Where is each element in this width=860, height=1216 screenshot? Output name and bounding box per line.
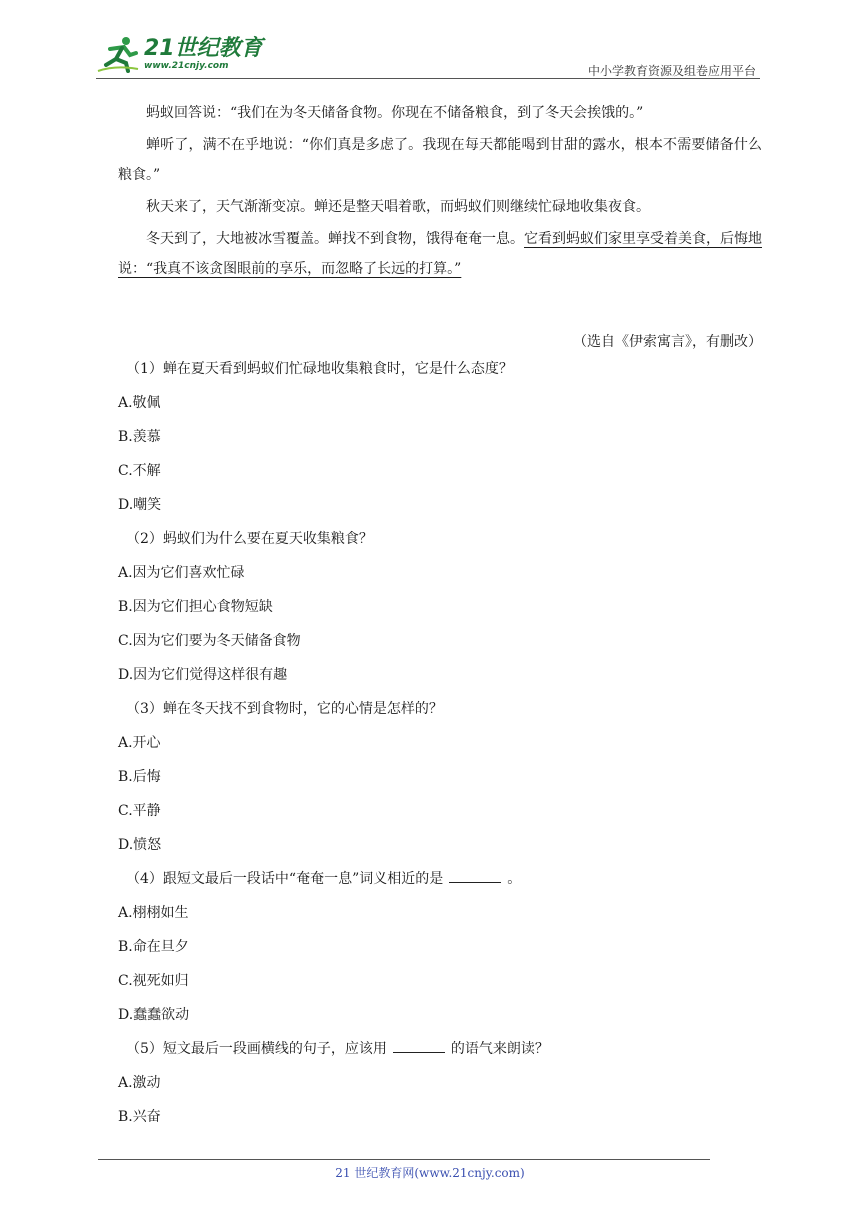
option-b[interactable]: B.命在旦夕 xyxy=(118,939,189,955)
logo-brand: 21世纪教育 xyxy=(144,36,263,61)
logo-url: www.21cnjy.com xyxy=(144,61,229,71)
header-slogan: 中小学教育资源及组卷应用平台 xyxy=(587,64,756,78)
question-5 xyxy=(118,1032,762,1134)
question-3 xyxy=(118,692,762,862)
runner-logo-icon xyxy=(96,35,140,73)
passage-paragraph-3: 秋天来了，天气渐渐变凉。蝉还是整天唱着歌，而蚂蚁们则继续忙碌地收集夜食。 xyxy=(146,199,650,215)
option-c[interactable]: C.视死如归 xyxy=(118,973,189,989)
header-divider xyxy=(96,78,760,79)
option-d[interactable]: D.愤怒 xyxy=(118,837,162,853)
option-c[interactable]: C.不解 xyxy=(118,463,161,479)
passage-paragraph-2: 蝉听了，满不在乎地说：“你们真是多虑了。我现在每天都能喝到甘甜的露水，根本不需要储备什么粮食。” xyxy=(118,137,762,183)
option-b[interactable]: B.因为它们担心食物短缺 xyxy=(118,599,273,615)
question-stem xyxy=(118,1032,762,1066)
question-stem: （1）蝉在夏天看到蚂蚁们忙碌地收集粮食时，它是什么态度？ xyxy=(126,361,513,377)
passage-paragraph-4-text: 冬天到了，大地被冰雪覆盖。蝉找不到食物，饿得奄奄一息。 xyxy=(146,231,524,247)
question-stem xyxy=(118,862,762,896)
question-stem-text: （5）短文最后一段画横线的句子，应该用 xyxy=(126,1041,387,1057)
footer-divider xyxy=(98,1159,710,1160)
option-c[interactable]: C.因为它们要为冬天储备食物 xyxy=(118,633,301,649)
option-d[interactable]: D.蠢蠢欲动 xyxy=(118,1007,190,1023)
document-body xyxy=(118,96,762,1134)
option-a[interactable]: A.栩栩如生 xyxy=(118,905,189,921)
question-stem-end: 。 xyxy=(507,871,522,887)
question-4 xyxy=(118,862,762,1032)
option-b[interactable]: B.羡慕 xyxy=(118,429,161,445)
option-c[interactable]: C.平静 xyxy=(118,803,161,819)
option-b[interactable]: B.兴奋 xyxy=(118,1109,161,1125)
option-a[interactable]: A.激动 xyxy=(118,1075,161,1091)
question-stem-text: （4）跟短文最后一段话中“奄奄一息”词义相近的是 xyxy=(126,871,444,887)
option-a[interactable]: A.开心 xyxy=(118,735,161,751)
passage-paragraph-4 xyxy=(118,224,762,284)
option-a[interactable]: A.因为它们喜欢忙碌 xyxy=(118,565,245,581)
page-header xyxy=(96,30,760,78)
answer-blank[interactable] xyxy=(449,868,501,883)
logo[interactable] xyxy=(96,34,263,74)
passage-paragraph-1: 蚂蚁回答说：“我们在为冬天储备食物。你现在不储备粮食，到了冬天会挨饿的。” xyxy=(146,105,644,121)
option-d[interactable]: D.嘲笑 xyxy=(118,497,162,513)
answer-blank[interactable] xyxy=(393,1038,445,1053)
question-stem-end: 的语气来朗读？ xyxy=(450,1041,549,1057)
option-d[interactable]: D.因为它们觉得这样很有趣 xyxy=(118,667,288,683)
option-a[interactable]: A.敬佩 xyxy=(118,395,161,411)
underlined-sentence: 它看到蚂蚁们家里享受着美食，后悔地说：“我真不该贪图眼前的享乐，而忽略了长远的打算。” xyxy=(118,231,762,277)
passage-source: （选自《伊索寓言》，有删改） xyxy=(573,334,762,350)
question-stem: （2）蚂蚁们为什么要在夏天收集粮食？ xyxy=(126,531,373,547)
question-2 xyxy=(118,522,762,692)
footer-text[interactable]: 21 世纪教育网(www.21cnjy.com) xyxy=(335,1166,525,1180)
question-stem: （3）蝉在冬天找不到食物时，它的心情是怎样的？ xyxy=(126,701,443,717)
option-b[interactable]: B.后悔 xyxy=(118,769,161,785)
question-1 xyxy=(118,352,762,522)
